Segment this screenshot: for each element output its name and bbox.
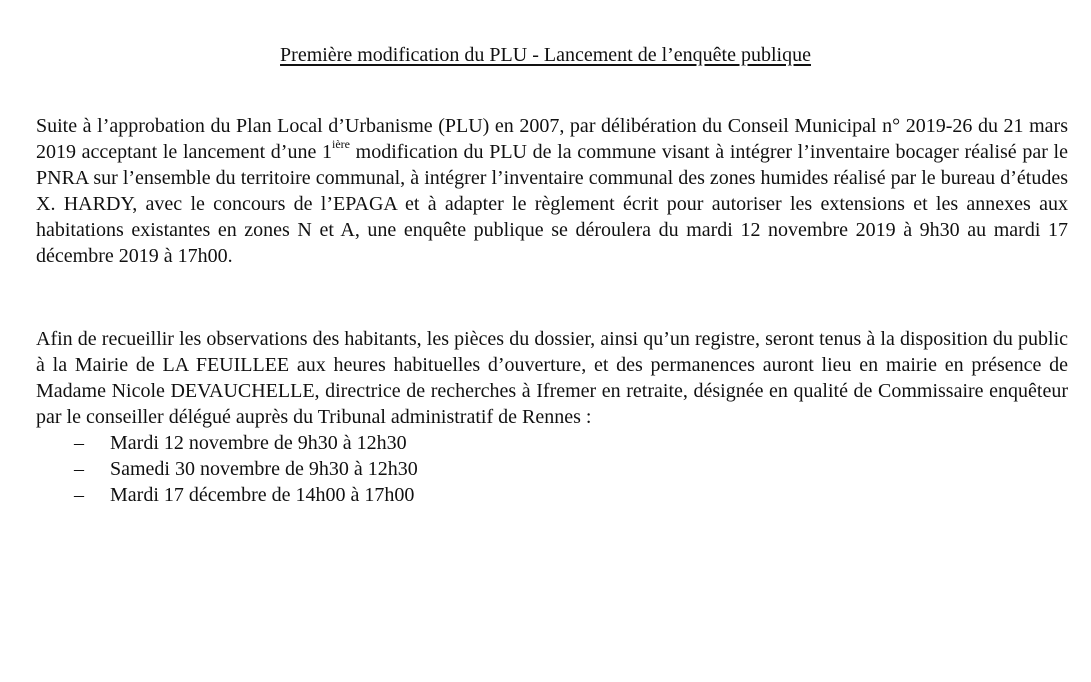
details-paragraph: Afin de recueillir les observations des habitants, les pièces du dossier, ainsi qu’un registre, seront tenus à la disposition du public à la Mairie de LA FEUILLEE aux heures habituelles d’ouverture, et des permanences auront lieu en mairie en présence de Madame Nicole DEVAUCHELLE, directrice de recherches à Ifremer en retraite, désignée en qualité de Commissaire enquêteur par le conseiller délégué auprès du Tribunal administratif de Rennes : — [36, 328, 1068, 428]
dash-bullet: – — [74, 432, 84, 454]
permanence-text: Mardi 12 novembre de 9h30 à 12h30 — [110, 432, 407, 454]
document-title-container — [0, 42, 1091, 68]
list-item — [36, 482, 1068, 508]
dash-bullet: – — [74, 484, 84, 506]
intro-paragraph — [36, 113, 1068, 269]
permanence-text: Mardi 17 décembre de 14h00 à 17h00 — [110, 484, 415, 506]
list-item — [36, 456, 1068, 482]
permanence-list — [36, 430, 1068, 508]
intro-text-start: Suite à l’approbation du Plan Local d’Urbanisme (PLU) en 2007, par délibération du Conseil Municipal n° 2019-26 du 21 mars 2019 acceptant le lancement d’une 1 — [36, 115, 1068, 163]
document-title: Première modification du PLU - Lancement de l’enquête publique — [280, 44, 811, 66]
intro-paragraph-block — [36, 113, 1068, 269]
dash-bullet: – — [74, 458, 84, 480]
details-paragraph-block — [36, 326, 1068, 508]
ordinal-superscript: ière — [332, 137, 350, 152]
list-item — [36, 430, 1068, 456]
intro-text-end: modification du PLU de la commune visant à intégrer l’inventaire bocager réalisé par le PNRA sur l’ensemble du territoire communal, à intégrer l’inventaire communal des zones humides réalisé par le bureau d’études X. HARDY, avec le concours de l’EPAGA et à adapter le règlement écrit pour autoriser les extensions et les annexes aux habitations existantes en zones N et A, une enquête publique se déroulera du mardi 12 novembre 2019 à 9h30 au mardi 17 décembre 2019 à 17h00. — [36, 141, 1068, 267]
permanence-text: Samedi 30 novembre de 9h30 à 12h30 — [110, 458, 418, 480]
